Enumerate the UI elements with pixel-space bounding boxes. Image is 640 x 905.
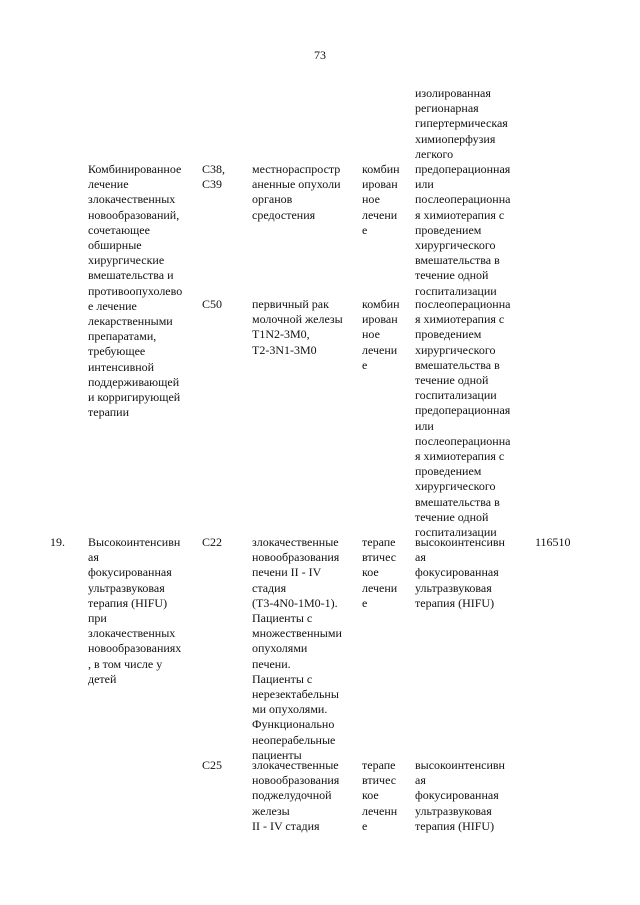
icd-codes-cell: С50 (202, 297, 223, 311)
row-number: 19. (50, 535, 65, 549)
method-cell-continued: изолированная регионарная гипертермическая химиоперфузия легкого (415, 86, 508, 161)
icd-codes-cell: С22 (202, 535, 223, 549)
treatment-type-cell: терапе втичес кое лечени е (362, 535, 398, 610)
treatment-type-cell: терапе втичес кое леченн е (362, 758, 398, 833)
icd-codes-cell: С38, С39 (202, 162, 226, 192)
patient-model-cell: злокачественные новообразования поджелудочной железы II - IV стадия (252, 758, 340, 833)
method-cell: высокоинтенсивн ая фокусированная ультразвуковая терапия (HIFU) (415, 758, 505, 833)
treatment-type-cell: комбин ирован ное лечени е (362, 297, 400, 372)
method-cell: послеоперационна я химиотерапия с проведением хирургического вмешательства в течение одной госпитализации предоперационная или послеоперационна я химиотерапия с проведением хирургического вмешательства в течение одной госпитализации (415, 297, 511, 540)
patient-model-cell: первичный рак молочной железы T1N2-3M0, T2-3N1-3M0 (252, 297, 343, 357)
group-name-cell: Комбинированное лечение злокачественных новообразований, сочетающее обширные хирургические вмешательства и противоопухолево е лечение лекарственными препаратами, требующее интенсивной поддерживающей и корригирующей терапии (88, 162, 183, 420)
patient-model-cell: злокачественные новообразования печени II - IV стадия (T3-4N0-1M0-1). Пациенты с множественными опухолями печени. Пациенты с нерезектабельны ми опухолями. Функционально неоперабельные пациенты (252, 535, 342, 762)
patient-model-cell: местнораспростр аненные опухоли органов средостения (252, 162, 341, 222)
group-name-cell: Высокоинтенсивн ая фокусированная ультразвуковая терапия (HIFU) при злокачественных новообразованиях , в том числе у детей (88, 535, 182, 686)
icd-codes-cell: С25 (202, 758, 223, 772)
method-cell: предоперационная или послеоперационна я химиотерапия с проведением хирургического вмешательства в течение одной госпитализации (415, 162, 511, 298)
treatment-type-cell: комбин ирован ное лечени е (362, 162, 400, 237)
method-cell: высокоинтенсивн ая фокусированная ультразвуковая терапия (HIFU) (415, 535, 505, 610)
page-number: 73 (314, 48, 326, 62)
price-cell: 116510 (535, 535, 571, 549)
